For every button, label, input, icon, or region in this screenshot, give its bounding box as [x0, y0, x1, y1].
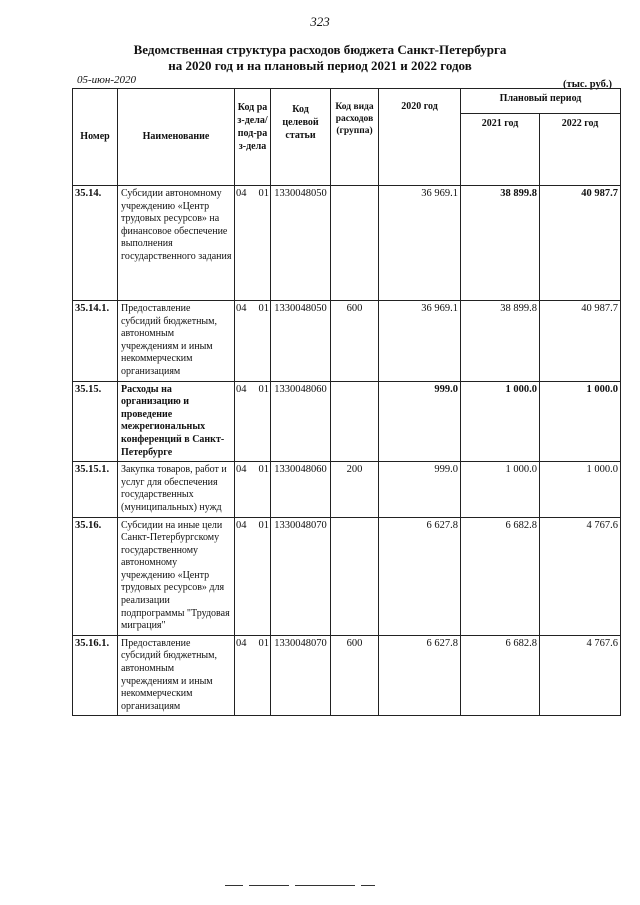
row-subsection: 01: [249, 462, 271, 517]
row-name: Предоставление субсидий бюджетным, автономным учреждениям и иным некоммерческим организациям: [118, 301, 235, 382]
row-2022: 1 000.0: [540, 381, 621, 462]
row-expense-type: [331, 381, 379, 462]
header-planned-period: Плановый период: [461, 89, 621, 114]
table-row: [73, 186, 621, 301]
header-number: Номер: [73, 89, 118, 186]
row-2021: 38 899.8: [461, 186, 540, 301]
row-number: 35.14.1.: [73, 301, 118, 382]
row-subsection: 01: [249, 635, 271, 716]
row-section: 04: [235, 462, 249, 517]
table-row: [73, 301, 621, 382]
footer-decoration: [225, 885, 425, 889]
budget-table: [72, 88, 621, 716]
title-line-1: Ведомственная структура расходов бюджета Санкт-Петербурга: [133, 42, 507, 57]
header-2021: 2021 год: [461, 114, 540, 186]
row-target: 1330048060: [271, 462, 331, 517]
row-section: 04: [235, 301, 249, 382]
row-target: 1330048070: [271, 517, 331, 635]
table-row: [73, 517, 621, 635]
row-2020: 999.0: [379, 462, 461, 517]
title-line-2: на 2020 год и на плановый период 2021 и 2022 годов: [168, 58, 472, 73]
row-number: 35.15.1.: [73, 462, 118, 517]
row-2020: 6 627.8: [379, 635, 461, 716]
row-number: 35.16.1.: [73, 635, 118, 716]
row-2021: 1 000.0: [461, 462, 540, 517]
page-number: 323: [310, 14, 330, 29]
table-row: [73, 635, 621, 716]
row-2021: 6 682.8: [461, 517, 540, 635]
row-name: Предоставление субсидий бюджетным, автономным учреждениям и иным некоммерческим организациям: [118, 635, 235, 716]
row-2022: 1 000.0: [540, 462, 621, 517]
row-expense-type: 600: [331, 301, 379, 382]
row-subsection: 01: [249, 517, 271, 635]
row-target: 1330048060: [271, 381, 331, 462]
header-2020: 2020 год: [379, 89, 461, 186]
row-section: 04: [235, 517, 249, 635]
row-2022: 40 987.7: [540, 186, 621, 301]
table-row: [73, 381, 621, 462]
row-name: Субсидии на иные цели Санкт-Петербургскому государственному автономному учреждению «Центр трудовых ресурсов» для реализации подпрограммы "Трудовая миграция": [118, 517, 235, 635]
row-section: 04: [235, 381, 249, 462]
document-title: [0, 42, 640, 74]
row-2020: 999.0: [379, 381, 461, 462]
row-target: 1330048050: [271, 186, 331, 301]
row-subsection: 01: [249, 186, 271, 301]
table-row: [73, 462, 621, 517]
row-expense-type: [331, 517, 379, 635]
header-expense-type: Код вида расходов (группа): [331, 89, 379, 186]
row-section: 04: [235, 635, 249, 716]
row-number: 35.14.: [73, 186, 118, 301]
units-label: (тыс. руб.): [563, 79, 612, 90]
row-expense-type: [331, 186, 379, 301]
row-number: 35.15.: [73, 381, 118, 462]
row-2021: 38 899.8: [461, 301, 540, 382]
row-2021: 6 682.8: [461, 635, 540, 716]
header-name: Наименование: [118, 89, 235, 186]
row-section: 04: [235, 186, 249, 301]
row-2022: 4 767.6: [540, 517, 621, 635]
row-expense-type: 200: [331, 462, 379, 517]
row-name: Расходы на организацию и проведение межрегиональных конференций в Санкт-Петербурге: [118, 381, 235, 462]
row-number: 35.16.: [73, 517, 118, 635]
header-2022: 2022 год: [540, 114, 621, 186]
document-date: 05-июн-2020: [77, 74, 137, 86]
row-2020: 36 969.1: [379, 186, 461, 301]
row-2020: 6 627.8: [379, 517, 461, 635]
row-subsection: 01: [249, 381, 271, 462]
header-target: Код целевой статьи: [271, 89, 331, 186]
row-2022: 4 767.6: [540, 635, 621, 716]
row-name: Закупка товаров, работ и услуг для обеспечения государственных (муниципальных) нужд: [118, 462, 235, 517]
row-target: 1330048070: [271, 635, 331, 716]
row-name: Субсидии автономному учреждению «Центр трудовых ресурсов» на финансовое обеспечение выполнения государственного задания: [118, 186, 235, 301]
header-section: Код раз-дела/ под-раз-дела: [235, 89, 271, 186]
row-expense-type: 600: [331, 635, 379, 716]
row-target: 1330048050: [271, 301, 331, 382]
row-subsection: 01: [249, 301, 271, 382]
row-2020: 36 969.1: [379, 301, 461, 382]
row-2022: 40 987.7: [540, 301, 621, 382]
row-2021: 1 000.0: [461, 381, 540, 462]
